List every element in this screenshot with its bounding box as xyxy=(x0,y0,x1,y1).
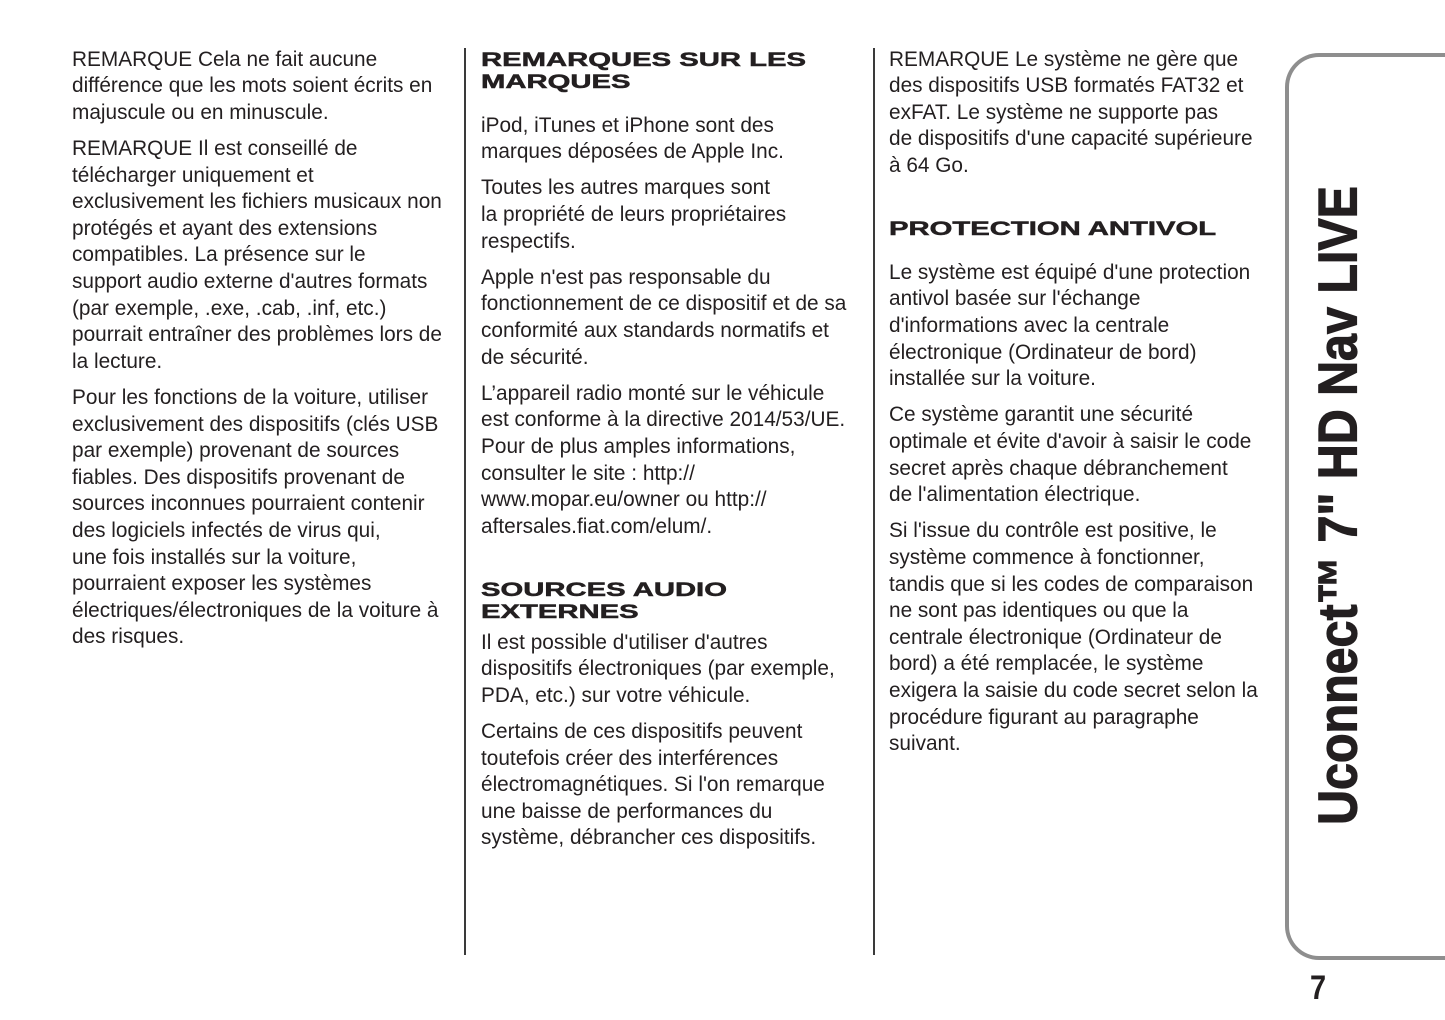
paragraph-other-trademarks: Toutes les autres marques sont la propriété de leurs propriétaires respectifs. xyxy=(481,176,787,253)
paragraph-apple-responsibility: Apple n'est pas responsable du fonctionnement de ce dispositif et de sa conformité aux standards normatifs et de sécurité. xyxy=(481,265,847,369)
column-middle xyxy=(481,49,857,862)
paragraph-interference: Certains de ces dispositifs peuvent toutefois créer des interférences électromagnétiques. Si l'on remarque une baisse de performances du système, débrancher ces dispositifs. xyxy=(481,719,825,850)
paragraph-apple-trademarks: iPod, iTunes et iPhone sont des marques déposées de Apple Inc. xyxy=(481,113,784,164)
column-right xyxy=(889,47,1265,768)
page-number: 7 xyxy=(1309,969,1327,1007)
column-left xyxy=(72,47,448,661)
heading-external-audio: SOURCES AUDIO EXTERNES xyxy=(481,578,727,623)
paragraph-radio-directive: L’appareil radio monté sur le véhicule est conforme à la directive 2014/53/UE. Pour de plus amples informations, consulter le site : http:// www.mopar.eu/owner ou http:// aftersales.fiat.com/elum/. xyxy=(481,381,846,538)
column-divider xyxy=(873,48,875,955)
side-tab-title: Uconnect™ 7" HD Nav LIVE xyxy=(1306,185,1369,825)
paragraph-note-usb-format: REMARQUE Le système ne gère que des dispositifs USB formatés FAT32 et exFAT. Le système ne supporte pas de dispositifs d'une capacité supérieure à 64 Go. xyxy=(889,47,1253,178)
paragraph-antitheft-check: Si l'issue du contrôle est positive, le système commence à fonctionner, tandis que si les codes de comparaison ne sont pas identiques ou que la centrale électronique (Ordinateur de bord) a été remplacée, le système exigera la saisie du code secret selon la procédure figurant au paragraphe suivant. xyxy=(889,519,1258,756)
paragraph-note-music-files: REMARQUE Il est conseillé de télécharger uniquement et exclusivement les fichiers musicaux non protégés et ayant des extensions compatibles. La présence sur le support audio externe d'autres formats (par exemple, .exe, .cab, .inf, etc.) pourrait entraîner des problèmes lors de la lecture. xyxy=(72,137,442,373)
paragraph-other-devices: Il est possible d'utiliser d'autres dispositifs électroniques (par exemple, PDA, etc.) sur votre véhicule. xyxy=(481,630,835,707)
heading-trademarks: REMARQUES SUR LES MARQUES xyxy=(481,49,807,93)
column-divider xyxy=(464,48,466,955)
paragraph-note-letter-case: REMARQUE Cela ne fait aucune différence que les mots soient écrits en majuscule ou en minuscule. xyxy=(72,47,433,124)
paragraph-trusted-devices: Pour les fonctions de la voiture, utiliser exclusivement des dispositifs (clés USB par exemple) provenant de sources fiables. Des dispositifs provenant de sources inconnues pourraient contenir des logiciels infectés de virus qui, une fois installés sur la voiture, pourraient exposer les systèmes électriques/électroniques de la voiture à des risques. xyxy=(72,386,439,649)
heading-antitheft: PROTECTION ANTIVOL xyxy=(889,218,1217,241)
paragraph-antitheft-system: Le système est équipé d'une protection antivol basée sur l'échange d'informations avec la centrale électronique (Ordinateur de bord) installée sur la voiture. xyxy=(889,260,1251,391)
paragraph-antitheft-security: Ce système garantit une sécurité optimale et évite d'avoir à saisir le code secret après chaque débranchement de l'alimentation électrique. xyxy=(889,403,1252,507)
